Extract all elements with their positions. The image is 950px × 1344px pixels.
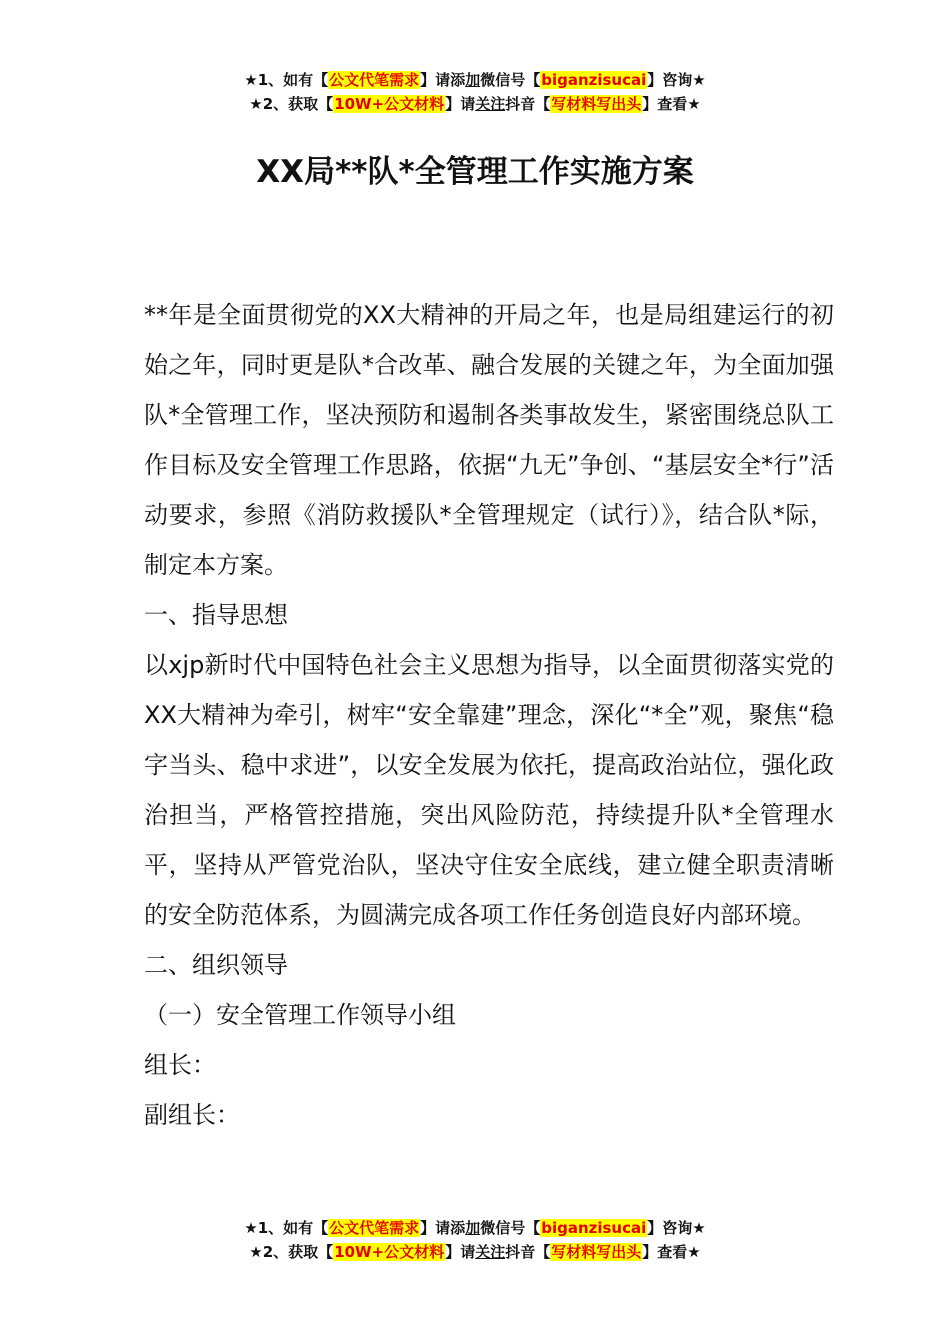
banner-highlight-douyin-id: 写材料写出头 (551, 95, 642, 113)
banner-highlight-materials: 10W+公文材料 (334, 95, 445, 113)
banner-highlight-service: 公文代笔需求 (329, 71, 420, 89)
document-title: XX局**队*全管理工作实施方案 (256, 154, 694, 190)
subsection-heading-leading-group: （一）安全管理工作领导小组 (144, 1001, 456, 1029)
banner-line-2: ★2、获取【10W+公文材料】请关注抖音【写材料写出头】查看★ (249, 1243, 701, 1261)
banner-highlight-service: 公文代笔需求 (329, 1219, 420, 1237)
banner-highlight-wechat-id: biganzisucai (541, 71, 647, 89)
top-banner (0, 68, 950, 116)
guiding-ideology-paragraph: 以xjp新时代中国特色社会主义思想为指导，以全面贯彻落实党的XX大精神为牵引，树牢“安全靠建”理念，深化“*全”观，聚焦“稳字当头、稳中求进”，以安全发展为依托，提高政治站位，强化政治担当，严格管控措施，突出风险防范，持续提升队*全管理水平，坚持从严管党治队，坚决守住安全底线，建立健全职责清晰的安全防范体系，为圆满完成各项工作任务创造良好内部环境。 (144, 651, 834, 929)
banner-line-2: ★2、获取【10W+公文材料】请关注抖音【写材料写出头】查看★ (249, 95, 701, 113)
banner-highlight-materials: 10W+公文材料 (334, 1243, 445, 1261)
banner-highlight-wechat-id: biganzisucai (541, 1219, 647, 1237)
banner-line-1: ★1、如有【公文代笔需求】请添加微信号【biganzisucai】咨询★ (244, 1219, 706, 1237)
bottom-banner (0, 1216, 950, 1264)
banner-line-1: ★1、如有【公文代笔需求】请添加微信号【biganzisucai】咨询★ (244, 71, 706, 89)
deputy-leader-label: 副组长： (144, 1101, 240, 1129)
document-body (144, 290, 834, 1140)
section-heading-organization: 二、组织领导 (144, 951, 288, 979)
banner-highlight-douyin-id: 写材料写出头 (551, 1243, 642, 1261)
intro-paragraph: **年是全面贯彻党的XX大精神的开局之年，也是局组建运行的初始之年，同时更是队*合改革、融合发展的关键之年，为全面加强队*全管理工作，坚决预防和遏制各类事故发生，紧密围绕总队工作目标及安全管理工作思路，依据“九无”争创、“基层安全*行”活动要求，参照《消防救援队*全管理规定（试行）》，结合队*际，制定本方案。 (144, 301, 834, 579)
section-heading-guiding-ideology: 一、指导思想 (144, 601, 288, 629)
leader-label: 组长： (144, 1051, 216, 1079)
